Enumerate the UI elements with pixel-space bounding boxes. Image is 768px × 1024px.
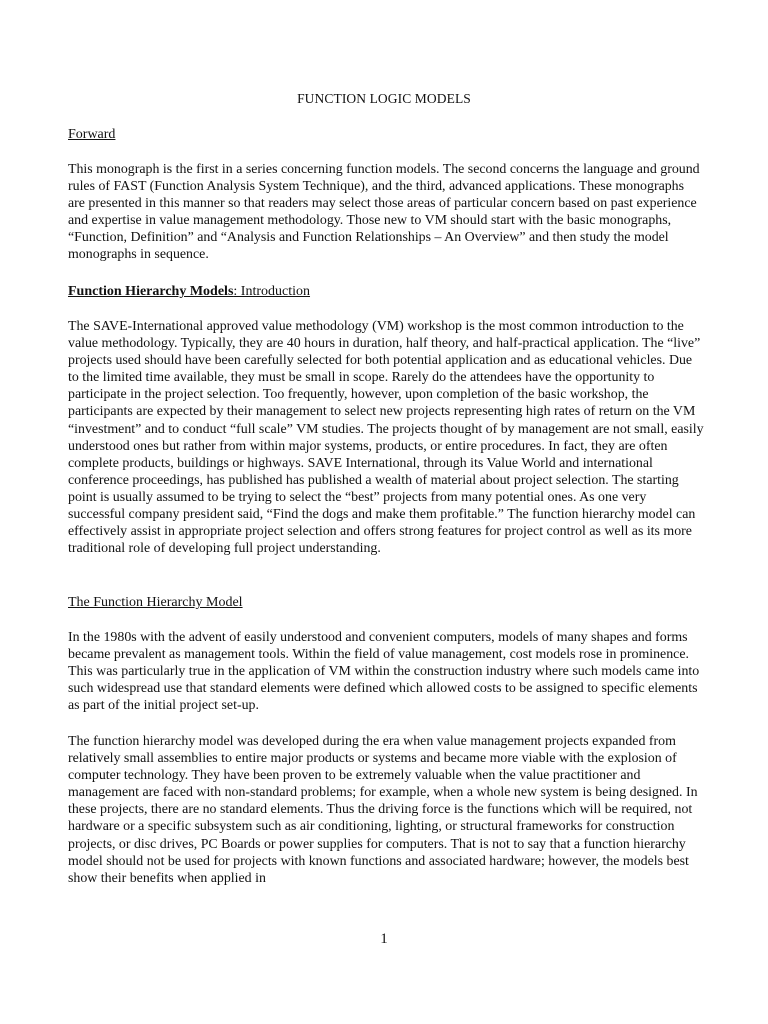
paragraph-1980s: In the 1980s with the advent of easily understood and convenient computers, models of many shapes and forms became prevalent as management tools. Within the field of value management, cost models rose in prominence. This was particularly true in the application of VM within the construction industry where such models came into such widespread use that standard elements were defined which allowed costs to be assigned to specific elements as part of the initial project set-up. <box>68 630 700 714</box>
heading-bold-text: Function Hierarchy Models <box>68 284 234 299</box>
heading-text: Forward <box>68 127 116 142</box>
page-number: 1 <box>380 931 388 947</box>
heading-rest-text: : Introduction <box>233 284 311 299</box>
section-heading-the-function-hierarchy-model <box>68 594 243 611</box>
paragraph-forward: This monograph is the first in a series concerning function models. The second concerns the language and ground rules of FAST (Function Analysis System Technique), and the third, advanced applications. These monographs are presented in this manner so that readers may select those areas of particular concern based on past experience and expertise in value management methodology. Those new to VM should start with the basic monographs, “Function, Definition” and “Analysis and Function Relationships – An Overview” and then study the model monographs in sequence. <box>68 162 700 263</box>
document-title: FUNCTION LOGIC MODELS <box>297 91 471 106</box>
paragraph-introduction: The SAVE-International approved value methodology (VM) workshop is the most common introduction to the value methodology. Typically, they are 40 hours in duration, half theory, and half-practical application. The “live” projects used should have been carefully selected for both potential application and as educational vehicles. Due to the limited time available, they must be small in scope. Rarely do the attendees have the opportunity to participate in the project selection. Too frequently, however, upon completion of the basic workshop, the participants are expected by their management to select new projects representing high rates of return on the VM “investment” and to conduct “full scale” VM studies. The projects thought of by management are not small, easily understood ones but rather from within major systems, products, or entire procedures. In fact, they are often complete products, buildings or highways. SAVE International, through its Value World and international conference proceedings, has published has published a wealth of material about project selection. The starting point is usually assumed to be trying to select the “best” projects from many potential ones. As one very successful company president said, “Find the dogs and make them profitable.” The function hierarchy model can effectively assist in appropriate project selection and offers strong features for project control as well as its more traditional role of developing full project understanding. <box>68 319 704 557</box>
heading-text: The Function Hierarchy Model <box>68 595 243 610</box>
section-heading-forward <box>68 126 115 143</box>
section-heading-function-hierarchy-models <box>68 283 310 300</box>
paragraph-function-hierarchy-development: The function hierarchy model was developed during the era when value management projects expanded from relatively small assemblies to entire major products or systems and became more viable with the explosion of computer technology. They have been proven to be extremely valuable when the value practitioner and management are faced with non-standard problems; for example, when a whole new system is being designed. In these projects, there are no standard elements. Thus the driving force is the functions which will be required, not hardware or a specific subsystem such as air conditioning, lighting, or structural frameworks for construction projects, or disc drives, PC Boards or power supplies for computers. That is not to say that a function hierarchy model should not be used for projects with known functions and associated hardware; however, the models best show their benefits when applied in <box>68 734 698 886</box>
